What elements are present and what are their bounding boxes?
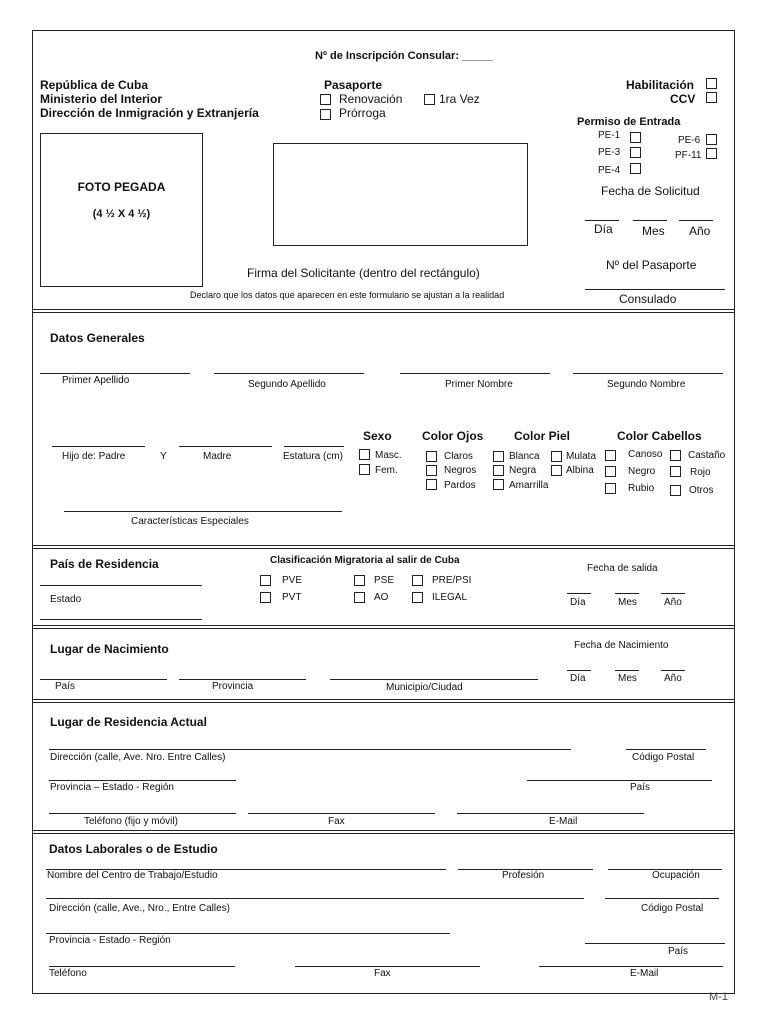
- otros-label: Otros: [689, 485, 714, 496]
- ra-codigo-postal-label: Código Postal: [632, 752, 695, 763]
- fem-label: Fem.: [375, 465, 398, 476]
- castano-label: Castaño: [688, 450, 726, 461]
- lab-pais-line[interactable]: [585, 943, 725, 944]
- solicitud-mes-line[interactable]: [633, 220, 667, 221]
- lab-email-label: E-Mail: [630, 968, 659, 979]
- nac-pais-label: País: [55, 681, 76, 692]
- prorroga-label: Prórroga: [339, 106, 386, 120]
- solicitud-anio-label: Año: [689, 224, 711, 238]
- salida-dia-label: Día: [570, 597, 586, 608]
- blanca-checkbox[interactable]: [493, 451, 504, 462]
- lab-telefono-line[interactable]: [49, 966, 235, 967]
- org-republica: República de Cuba: [40, 78, 149, 92]
- pvt-checkbox[interactable]: [260, 592, 271, 603]
- foto-size: (4 ½ X 4 ½): [92, 208, 151, 220]
- negros-checkbox[interactable]: [426, 465, 437, 476]
- signature-box[interactable]: [273, 143, 528, 246]
- color-piel-title: Color Piel: [514, 429, 571, 443]
- solicitud-dia-label: Día: [594, 222, 613, 236]
- albina-checkbox[interactable]: [551, 465, 562, 476]
- salida-mes-label: Mes: [618, 597, 637, 608]
- foto-label: FOTO PEGADA: [77, 180, 166, 194]
- ccv-checkbox[interactable]: [706, 92, 717, 103]
- renovacion-label: Renovación: [339, 92, 403, 106]
- separator-2: [32, 545, 735, 549]
- otros-checkbox[interactable]: [670, 485, 681, 496]
- mulata-checkbox[interactable]: [551, 451, 562, 462]
- lab-pais-label: País: [668, 946, 689, 957]
- rubio-label: Rubio: [628, 483, 655, 494]
- mulata-label: Mulata: [566, 451, 597, 462]
- form-code: M-1: [709, 991, 728, 1003]
- pve-label: PVE: [282, 575, 303, 586]
- pardos-label: Pardos: [444, 480, 476, 491]
- rojo-checkbox[interactable]: [670, 466, 681, 477]
- lab-provincia-label: Provincia - Estado - Región: [49, 935, 171, 946]
- amarrilla-checkbox[interactable]: [493, 479, 504, 490]
- ra-fax-line[interactable]: [248, 813, 435, 814]
- ra-direccion-line[interactable]: [49, 749, 571, 750]
- pre-psi-checkbox[interactable]: [412, 575, 423, 586]
- permiso-entrada-title: Permiso de Entrada: [577, 116, 681, 128]
- rubio-checkbox[interactable]: [605, 483, 616, 494]
- pre-psi-label: PRE/PSI: [432, 575, 472, 586]
- salida-mes-line[interactable]: [615, 593, 639, 594]
- pvt-label: PVT: [282, 592, 302, 603]
- pardos-checkbox[interactable]: [426, 479, 437, 490]
- nac-municipio-label: Municipio/Ciudad: [386, 682, 463, 693]
- blanca-label: Blanca: [509, 451, 540, 462]
- color-ojos-title: Color Ojos: [422, 429, 484, 443]
- nac-anio-label: Año: [664, 673, 682, 684]
- negra-checkbox[interactable]: [493, 465, 504, 476]
- ra-pais-line[interactable]: [527, 780, 712, 781]
- castano-checkbox[interactable]: [670, 450, 681, 461]
- separator-1: [32, 309, 735, 313]
- caracteristicas-line[interactable]: [64, 511, 342, 512]
- pais-residencia-line[interactable]: [40, 585, 202, 586]
- habilitacion-label: Habilitación: [626, 78, 695, 92]
- lab-provincia-line[interactable]: [46, 933, 450, 934]
- firma-label: Firma del Solicitante (dentro del rectángulo): [247, 266, 480, 280]
- nac-provincia-label: Provincia: [212, 681, 254, 692]
- padre-line[interactable]: [52, 446, 145, 447]
- segundo-apellido-line[interactable]: [214, 373, 364, 374]
- lab-ocupacion-label: Ocupación: [652, 870, 700, 881]
- ra-codigo-postal-line[interactable]: [626, 749, 706, 750]
- renovacion-checkbox[interactable]: [320, 94, 331, 105]
- negros-label: Negros: [444, 465, 477, 476]
- nac-dia-line[interactable]: [567, 670, 591, 671]
- primera-vez-label: 1ra Vez: [439, 92, 480, 106]
- lab-direccion-line[interactable]: [46, 898, 584, 899]
- segundo-nombre-label: Segundo Nombre: [607, 379, 686, 390]
- inscripcion-consular: Nº de Inscripción Consular: _____: [315, 50, 493, 62]
- datos-laborales-title: Datos Laborales o de Estudio: [49, 842, 218, 856]
- segundo-apellido-label: Segundo Apellido: [248, 379, 326, 390]
- canoso-label: Canoso: [628, 449, 663, 460]
- nro-pasaporte-label: Nº del Pasaporte: [606, 258, 697, 272]
- primer-apellido-line[interactable]: [40, 373, 190, 374]
- lab-codigo-postal-label: Código Postal: [641, 903, 704, 914]
- masc-checkbox[interactable]: [359, 449, 370, 460]
- separator-3: [32, 625, 735, 629]
- sexo-title: Sexo: [363, 429, 392, 443]
- ra-telefono-label: Teléfono (fijo y móvil): [84, 816, 178, 827]
- ra-email-label: E-Mail: [549, 816, 578, 827]
- pe1-checkbox[interactable]: [630, 132, 641, 143]
- nac-pais-line[interactable]: [40, 679, 167, 680]
- claros-checkbox[interactable]: [426, 451, 437, 462]
- estatura-line[interactable]: [284, 446, 344, 447]
- nac-provincia-line[interactable]: [179, 679, 306, 680]
- ccv-label: CCV: [670, 92, 696, 106]
- y-label: Y: [160, 451, 167, 462]
- salida-dia-line[interactable]: [567, 593, 591, 594]
- caracteristicas-label: Características Especiales: [131, 516, 249, 527]
- negro-label: Negro: [628, 466, 656, 477]
- salida-anio-line[interactable]: [661, 593, 685, 594]
- fecha-nacimiento-label: Fecha de Nacimiento: [574, 640, 669, 651]
- ilegal-checkbox[interactable]: [412, 592, 423, 603]
- claros-label: Claros: [444, 451, 473, 462]
- lab-codigo-postal-line[interactable]: [605, 898, 719, 899]
- separator-5: [32, 830, 735, 834]
- pe3-checkbox[interactable]: [630, 147, 641, 158]
- primer-apellido-label: Primer Apellido: [62, 375, 130, 386]
- ilegal-label: ILEGAL: [432, 592, 468, 603]
- nac-mes-label: Mes: [618, 673, 637, 684]
- lab-profesion-label: Profesión: [502, 870, 545, 881]
- ra-email-line[interactable]: [457, 813, 644, 814]
- nac-mes-line[interactable]: [615, 670, 639, 671]
- lab-telefono-label: Teléfono: [49, 968, 87, 979]
- ra-pais-label: País: [630, 782, 651, 793]
- negra-label: Negra: [509, 465, 537, 476]
- nac-municipio-line[interactable]: [330, 679, 538, 680]
- lab-email-line[interactable]: [539, 966, 723, 967]
- estado-label: Estado: [50, 594, 82, 605]
- pe1-label: PE-1: [598, 130, 621, 141]
- pe6-checkbox[interactable]: [706, 134, 717, 145]
- solicitud-anio-line[interactable]: [679, 220, 713, 221]
- consulado-label: Consulado: [619, 292, 677, 306]
- color-cabellos-title: Color Cabellos: [617, 429, 702, 443]
- fem-checkbox[interactable]: [359, 464, 370, 475]
- datos-generales-title: Datos Generales: [50, 331, 145, 345]
- lab-fax-label: Fax: [374, 968, 391, 979]
- segundo-nombre-line[interactable]: [573, 373, 723, 374]
- pe6-label: PE-6: [678, 135, 701, 146]
- ao-label: AO: [374, 592, 389, 603]
- nac-dia-label: Día: [570, 673, 586, 684]
- estado-line[interactable]: [40, 619, 202, 620]
- lab-fax-line[interactable]: [295, 966, 480, 967]
- pf11-checkbox[interactable]: [706, 148, 717, 159]
- lab-direccion-label: Dirección (calle, Ave., Nro., Entre Calles): [49, 903, 230, 914]
- pasaporte-title: Pasaporte: [324, 78, 383, 92]
- declaracion-text: Declaro que los datos que aparecen en este formulario se ajustan a la realidad: [190, 290, 505, 300]
- ra-provincia-label: Provincia – Estado - Región: [50, 782, 174, 793]
- pe4-checkbox[interactable]: [630, 163, 641, 174]
- habilitacion-checkbox[interactable]: [706, 78, 717, 89]
- hijo-padre-label: Hijo de: Padre: [62, 451, 126, 462]
- pe3-label: PE-3: [598, 147, 621, 158]
- primera-vez-checkbox[interactable]: [424, 94, 435, 105]
- solicitud-mes-label: Mes: [642, 224, 665, 238]
- ra-direccion-label: Dirección (calle, Ave. Nro. Entre Calles): [50, 752, 226, 763]
- pe4-label: PE-4: [598, 165, 621, 176]
- madre-label: Madre: [203, 451, 232, 462]
- fecha-salida-label: Fecha de salida: [587, 563, 658, 574]
- canoso-checkbox[interactable]: [605, 450, 616, 461]
- separator-4: [32, 699, 735, 703]
- rojo-label: Rojo: [690, 467, 711, 478]
- pse-checkbox[interactable]: [354, 575, 365, 586]
- lab-centro-label: Nombre del Centro de Trabajo/Estudio: [47, 870, 218, 881]
- pse-label: PSE: [374, 575, 395, 586]
- lugar-nacimiento-title: Lugar de Nacimiento: [50, 642, 169, 656]
- primer-nombre-label: Primer Nombre: [445, 379, 513, 390]
- estatura-label: Estatura (cm): [283, 451, 344, 462]
- org-ministerio: Ministerio del Interior: [40, 92, 163, 106]
- residencia-actual-title: Lugar de Residencia Actual: [50, 715, 207, 729]
- salida-anio-label: Año: [664, 597, 682, 608]
- pve-checkbox[interactable]: [260, 575, 271, 586]
- org-direccion: Dirección de Inmigración y Extranjería: [40, 106, 259, 120]
- prorroga-checkbox[interactable]: [320, 109, 331, 120]
- amarrilla-label: Amarrilla: [509, 480, 549, 491]
- solicitud-dia-line[interactable]: [585, 220, 619, 221]
- ra-fax-label: Fax: [328, 816, 345, 827]
- albina-label: Albina: [566, 465, 594, 476]
- ao-checkbox[interactable]: [354, 592, 365, 603]
- clasificacion-title: Clasificación Migratoria al salir de Cuba: [270, 555, 460, 566]
- ra-telefono-line[interactable]: [49, 813, 236, 814]
- fecha-solicitud-label: Fecha de Solicitud: [601, 184, 700, 198]
- pais-residencia-title: País de Residencia: [50, 557, 159, 571]
- pf11-label: PF-11: [675, 150, 702, 161]
- madre-line[interactable]: [179, 446, 272, 447]
- consulado-line[interactable]: [585, 289, 725, 290]
- nac-anio-line[interactable]: [661, 670, 685, 671]
- masc-label: Masc.: [375, 450, 402, 461]
- primer-nombre-line[interactable]: [400, 373, 550, 374]
- negro-checkbox[interactable]: [605, 466, 616, 477]
- ra-provincia-line[interactable]: [49, 780, 236, 781]
